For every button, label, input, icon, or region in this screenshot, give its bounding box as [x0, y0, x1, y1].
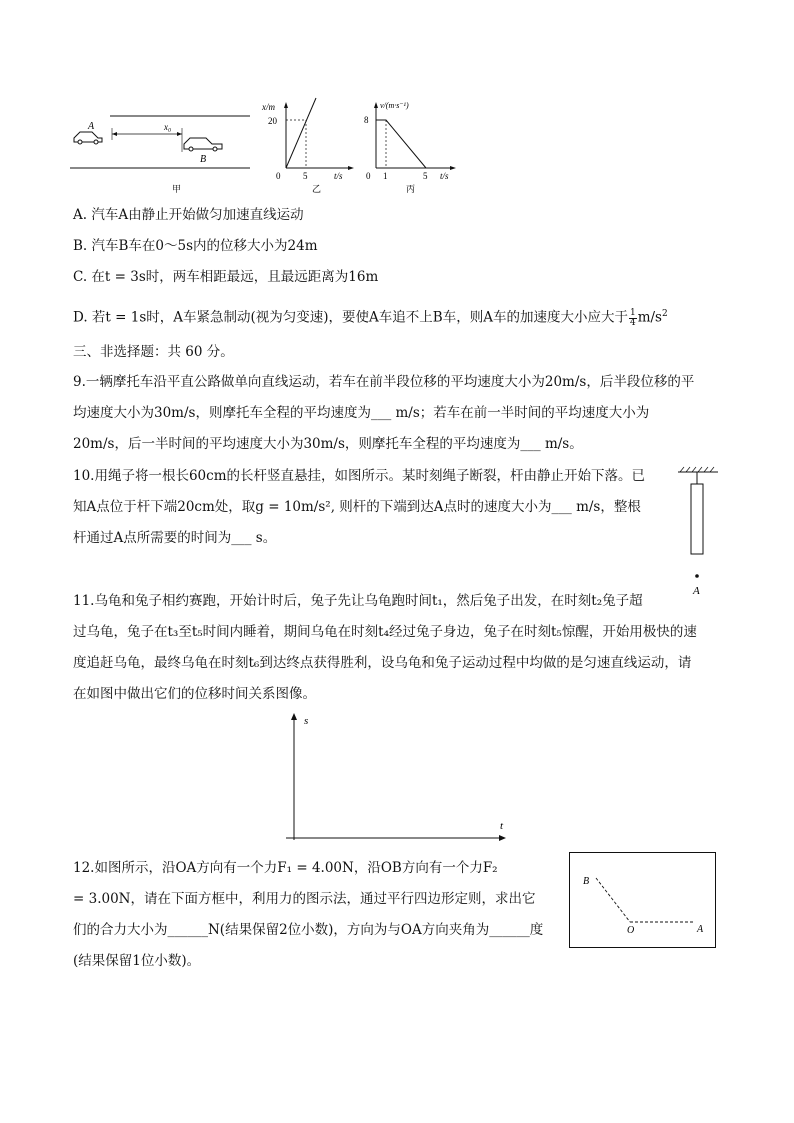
- q9-line2: 均速度大小为30m/s，则摩托车全程的平均速度为___ m/s；若车在前一半时间的平均速度大小为: [73, 405, 650, 421]
- yi-origin: 0: [276, 171, 281, 181]
- axis-t: t: [500, 820, 504, 832]
- q12-line2: = 3.00N，请在下面方框中，利用力的图示法，通过平行四边形定则，求出它: [73, 891, 536, 907]
- car-b-icon: [184, 138, 222, 151]
- bing-xtick2: 5: [423, 171, 428, 181]
- caption-bing: 丙: [406, 184, 416, 194]
- rod-label-a: A: [693, 585, 700, 597]
- q12-line3: 们的合力大小为______N(结果保留2位小数)，方向为与OA方向夹角为______度: [73, 922, 544, 938]
- option-d: D. 若t = 1s时，A车紧急制动(视为匀变速)，要使A车追不上B车，则A车的加速度大小应大于 $\frac{1}{4}$ $m/s^2$: [73, 307, 668, 328]
- yi-ylabel: x/m: [262, 102, 275, 112]
- yi-ytick: 20: [268, 116, 277, 126]
- force-figure: [569, 852, 717, 949]
- bing-ytick: 8: [364, 115, 369, 125]
- q10-line1: 10.用绳子将一根长60cm的长杆竖直悬挂，如图所示。某时刻绳子断裂，杆由静止开始下落。已: [73, 468, 646, 484]
- bing-xtick1: 1: [383, 171, 388, 181]
- option-c: C. 在t = 3s时，两车相距最远，且最远距离为16m: [73, 269, 379, 285]
- caption-yi: 乙: [312, 184, 322, 194]
- q11-line1: 11.乌龟和兔子相约赛跑，开始计时后，兔子先让乌龟跑时间t₁，然后兔子出发，在时刻t₂兔子超: [73, 593, 643, 609]
- figure-bing: [360, 98, 460, 196]
- figure-yi: [256, 96, 356, 196]
- option-b: B. 汽车B车在0～5s内的位移大小为24m: [73, 238, 318, 254]
- q9-line1: 9.一辆摩托车沿平直公路做单向直线运动，若车在前半段位移的平均速度大小为20m/s，后半段位移的平: [73, 374, 695, 390]
- rod: [691, 484, 703, 554]
- label-b: B: [200, 154, 207, 165]
- point-a: [695, 574, 699, 578]
- line-x-t: [286, 98, 316, 168]
- st-graph-blank: [280, 710, 510, 850]
- label-x0: x₀: [164, 122, 172, 132]
- fraction: $\frac{1}{4}$: [629, 307, 636, 328]
- q12-line1: 12.如图所示，沿OA方向有一个力F₁ = 4.00N，沿OB方向有一个力F₂: [73, 860, 498, 876]
- q10-line2: 知A点位于杆下端20cm处，取g = 10m/s², 则杆的下端到达A点时的速度大小为___ m/s，整根: [73, 499, 641, 515]
- q12-line4: (结果保留1位小数)。: [73, 953, 201, 969]
- axis-s: s: [304, 715, 309, 727]
- car-a-icon: [74, 132, 102, 144]
- yi-xlabel: t/s: [334, 171, 343, 181]
- bing-ylabel: v/(m·s⁻¹): [380, 101, 409, 110]
- q9-line3: 20m/s，后一半时间的平均速度大小为30m/s，则摩托车全程的平均速度为___ m/s。: [73, 436, 583, 452]
- figure-hanging-rod: [676, 466, 722, 602]
- option-a: A. 汽车A由静止开始做匀加速直线运动: [73, 207, 304, 223]
- line-v-t: [376, 120, 426, 168]
- option-d-text: D. 若t = 1s时，A车紧急制动(视为匀变速)，要使A车追不上B车，则A车的加速度大小应大于: [73, 309, 628, 326]
- q11-line3: 度追赶乌龟，最终乌龟在时刻t₆到达终点获得胜利，设乌龟和兔子运动过程中均做的是匀速直线运动，请: [73, 655, 692, 671]
- label-b: B: [583, 876, 590, 887]
- label-o: O: [627, 925, 635, 936]
- label-a: A: [88, 121, 95, 132]
- caption-jia: 甲: [172, 184, 182, 194]
- bing-origin: 0: [366, 171, 371, 181]
- yi-xtick: 5: [303, 171, 308, 181]
- label-a: A: [697, 924, 704, 935]
- section-heading: 三、非选择题：共 60 分。: [73, 344, 234, 360]
- q11-line4: 在如图中做出它们的位移时间关系图像。: [73, 686, 316, 702]
- q11-line2: 过乌龟，兔子在t₃至t₅时间内睡着，期间乌龟在时刻t₄经过兔子身边，兔子在时刻t₅惊醒，开始用极快的速: [73, 624, 697, 640]
- figure-jia: [70, 112, 250, 196]
- q10-line3: 杆通过A点所需要的时间为___ s。: [73, 530, 277, 546]
- bing-xlabel: t/s: [440, 171, 449, 181]
